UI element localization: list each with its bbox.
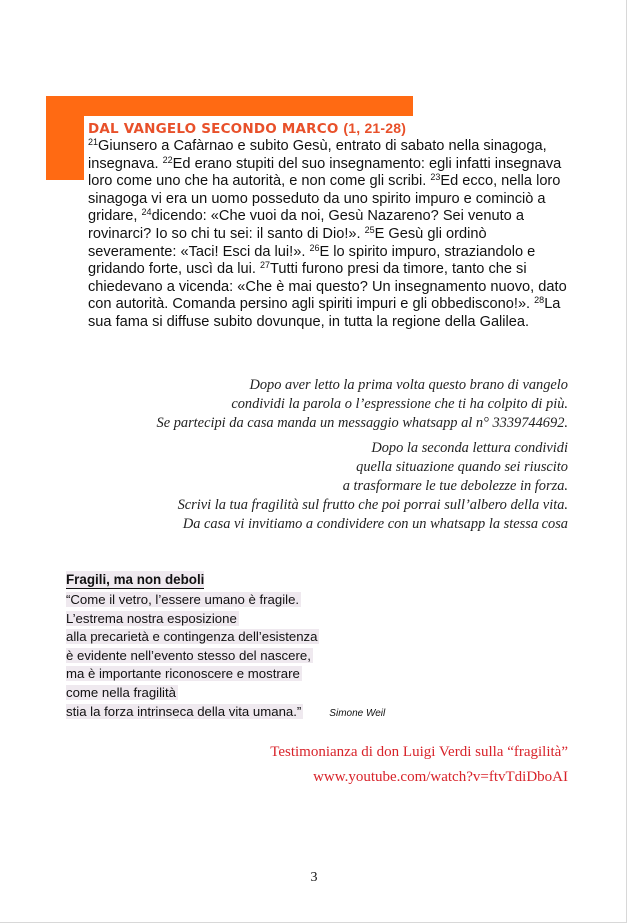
instruction-line: quella situazione quando sei riuscito [356,459,568,475]
instruction-line: a trasformare le tue debolezze in forza. [342,478,568,494]
quote-line-text: “Come il vetro, l’essere umano è fragile. [66,592,300,607]
instruction-line: condividi la parola o l’espressione che ti ha colpito di più. [231,396,568,412]
verse-number: 24 [141,207,152,218]
instruction-line: Scrivi la tua fragilità sul frutto che poi porrai sull’albero della vita. [177,497,568,513]
quote-title: Fragili, ma non deboli [66,572,205,587]
gospel-title [88,120,406,137]
accent-bar [46,96,413,116]
verse-text: E lo spirito impuro, straziandolo e gridando forte, uscì da lui. [88,243,536,278]
gospel-title-text: DAL VANGELO SECONDO MARCO [88,121,339,137]
verse-number: 21 [88,137,99,147]
testimony-text: Testimonianza di don Luigi Verdi sulla “fragilità” [270,744,568,760]
instruction-line: Da casa vi invitiamo a condividere con un whatsapp la stessa cosa [182,516,568,532]
testimony-link[interactable]: www.youtube.com/watch?v=ftvTdiDboAI [313,769,568,785]
instruction-line: Dopo aver letto la prima volta questo brano di vangelo [249,377,568,393]
quote-author: Simone Weil [329,707,386,719]
quote-line [66,684,411,703]
quote-line-text: L’estrema nostra esposizione [66,610,237,626]
quote-block [66,571,411,723]
verse-text: La sua fama si diffuse subito dovunque, in tutta la regione della Galilea. [88,296,561,330]
quote-line-text: come nella fragilità [66,684,176,700]
instruction-line: Se partecipi da casa manda un messaggio whatsapp al n° 3339744692. [156,415,568,431]
instruction-line: Dopo la seconda lettura condividi [371,440,568,456]
quote-line [66,591,411,610]
page-number: 3 [310,870,318,885]
verse-number: 25 [364,224,375,235]
quote-line-text: alla precarietà e contingenza dell’esistenza [66,629,318,645]
verse-text: Giunsero a Cafàrnao e subito Gesù, entrato di sabato nella sinagoga, insegnava. [88,138,547,172]
verse-text: Tutti furono presi da timore, tanto che si chiedevano a vicenda: «Che è mai questo? Un insegnamento nuovo, dato con autorità. Comanda persino agli spiriti impuri e gli obbediscono!». [88,261,567,313]
verse-number: 27 [259,260,270,271]
verse-text: E Gesù gli ordinò severamente: «Taci! Esci da lui!». [88,225,487,260]
gospel-text [88,138,568,332]
quote-line [66,628,411,647]
reading-instructions [98,376,568,534]
quote-line [66,703,411,724]
quote-line-text: stia la forza intrinseca della vita umana.” [66,703,302,719]
quote-line-text: è evidente nell’evento stesso del nascere, [66,647,311,663]
quote-line [66,647,411,666]
verse-text: Ed erano stupiti del suo insegnamento: egli infatti insegnava loro come uno che ha autorità, e non come gli scribi. [88,155,562,190]
testimony [270,740,568,790]
accent-side-block [46,96,84,180]
gospel-reference: (1, 21-28) [343,120,407,136]
verse-text: dicendo: «Che vuoi da noi, Gesù Nazareno? Sei venuto a rovinarci? Io so chi tu sei: il santo di Dio!». [88,208,524,242]
verse-number: 28 [534,295,545,306]
verse-text: Ed ecco, nella loro sinagoga vi era un uomo posseduto da uno spirito impuro e cominciò a gridare, [88,173,561,225]
quote-line [66,610,411,629]
quote-line-text: ma è importante riconoscere e mostrare [66,666,300,682]
quote-line [66,665,411,684]
verse-number: 22 [162,154,173,165]
verse-number: 26 [309,242,320,253]
verse-number: 23 [430,172,441,183]
